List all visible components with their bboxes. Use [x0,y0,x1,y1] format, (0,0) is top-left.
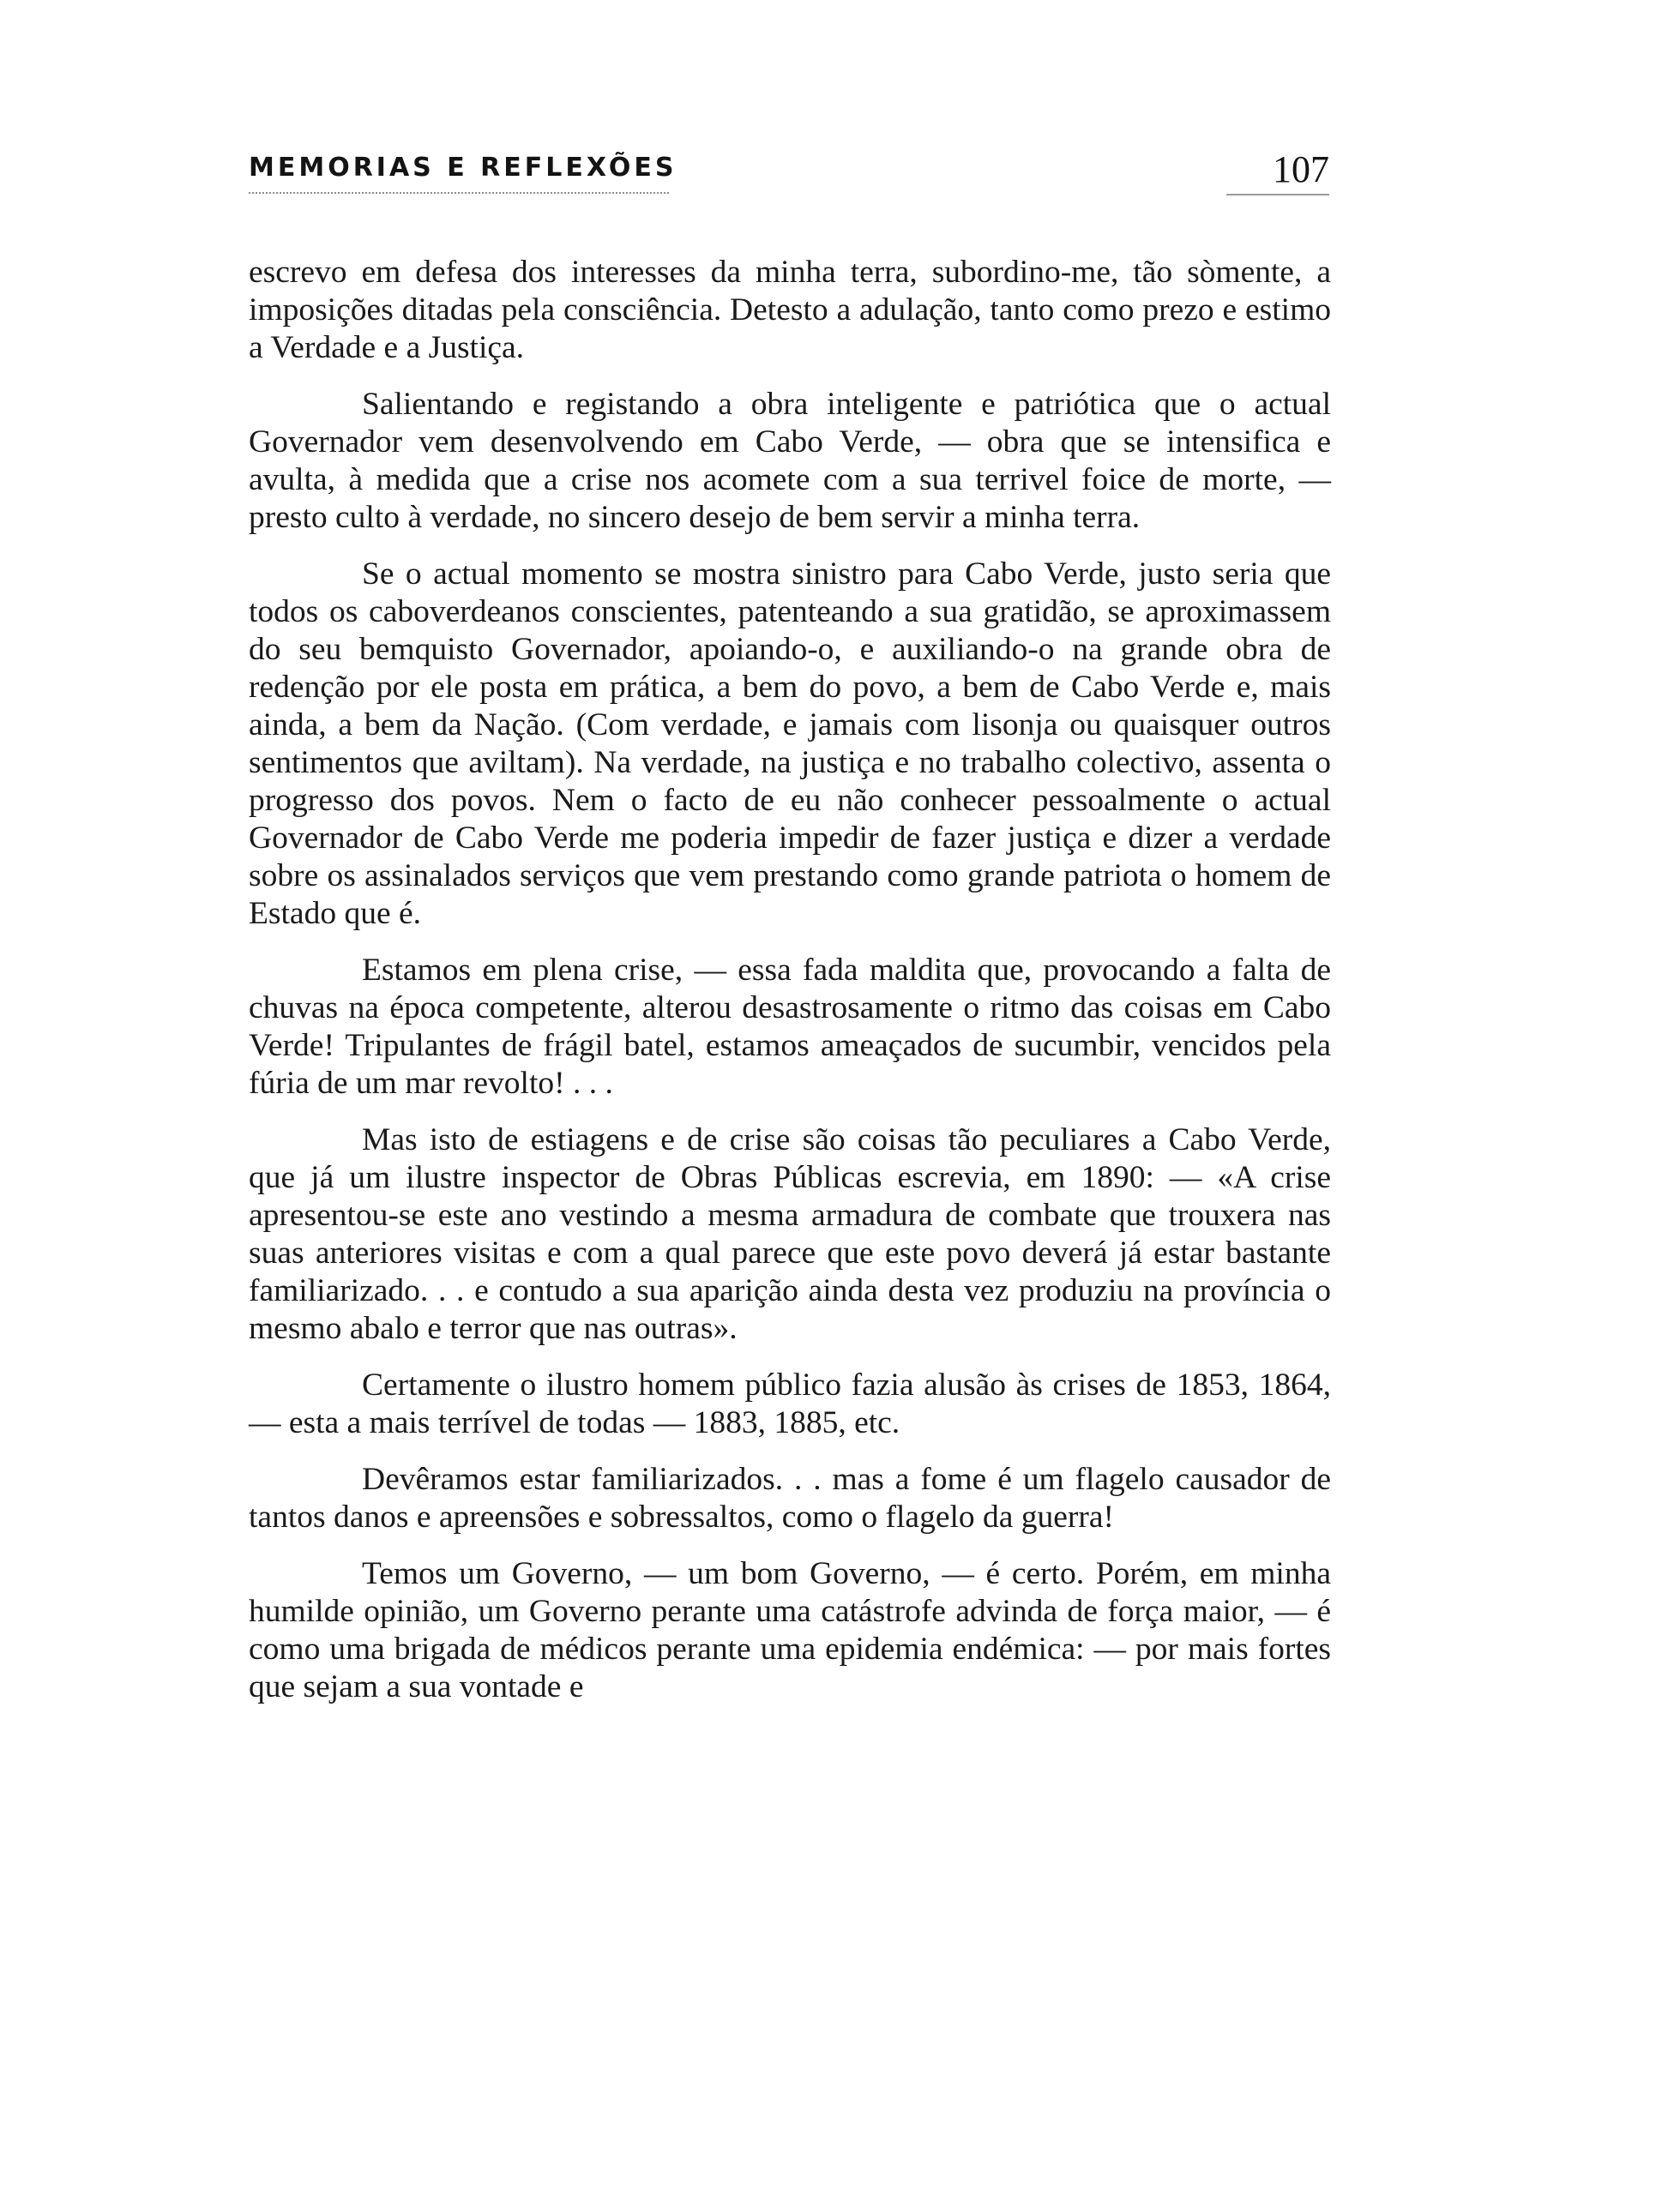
page-number: 107 [1273,148,1329,190]
paragraph: Salientando e registando a obra inteligente e patriótica que o actual Governador vem desenvolvendo em Cabo Verde, — obra que se intensifica e avulta, à medida que a crise nos acomete com a sua terrivel foice de morte, — presto culto à verdade, no sincero desejo de bem servir a minha terra. [249,387,1331,535]
paragraph: escrevo em defesa dos interesses da minha terra, subordino-me, tão sòmente, a imposições ditadas pela consciência. Detesto a adulação, tanto como prezo e estimo a Verdade e a Justiça. [249,255,1331,365]
running-title: MEMORIAS E REFLEXÕES [249,153,677,183]
paragraph: Temos um Governo, — um bom Governo, — é certo. Porém, em minha humilde opinião, um Governo perante uma catástrofe advinda de força maior, — é como uma brigada de médicos perante uma epidemia endémica: — por mais fortes que sejam a sua vontade e [249,1556,1331,1704]
paragraph: Se o actual momento se mostra sinistro para Cabo Verde, justo seria que todos os caboverdeanos conscientes, patenteando a sua gratidão, se aproximassem do seu bemquisto Governador, apoiando-o, e auxiliando-o na grande obra de redenção por ele posta em prática, a bem do povo, a bem de Cabo Verde e, mais ainda, a bem da Nação. (Com verdade, e jamais com lisonja ou quaisquer outros sentimentos que aviltam). Na verdade, na justiça e no trabalho colectivo, assenta o progresso dos povos. Nem o facto de eu não conhecer pessoalmente o actual Governador de Cabo Verde me poderia impedir de fazer justiça e dizer a verdade sobre os assinalados serviços que vem prestando como grande patriota o homem de Estado que é. [249,556,1331,931]
paragraph: Certamente o ilustro homem público fazia alusão às crises de 1853, 1864, — esta a mais terrível de todas — 1883, 1885, etc. [249,1367,1331,1440]
body-text [249,254,1331,1725]
header-rule-right [1226,194,1329,195]
header-rule-left [249,192,669,194]
paragraph: Mas isto de estiagens e de crise são coisas tão peculiares a Cabo Verde, que já um ilustre inspector de Obras Públicas escrevia, em 1890: — «A crise apresentou-se este ano vestindo a mesma armadura de combate que trouxera nas suas anteriores visitas e com a qual parece que este povo deverá já estar bastante familiarizado. . . e contudo a sua aparição ainda desta vez produziu na província o mesmo abalo e terror que nas outras». [249,1122,1331,1346]
paragraph: Devêramos estar familiarizados. . . mas a fome é um flagelo causador de tantos danos e apreensões e sobressaltos, como o flagelo da guerra! [249,1462,1331,1535]
paragraph: Estamos em plena crise, — essa fada maldita que, provocando a falta de chuvas na época competente, alterou desastrosamente o ritmo das coisas em Cabo Verde! Tripulantes de frágil batel, estamos ameaçados de sucumbir, vencidos pela fúria de um mar revolto! . . . [249,953,1331,1101]
running-head [249,147,1329,199]
